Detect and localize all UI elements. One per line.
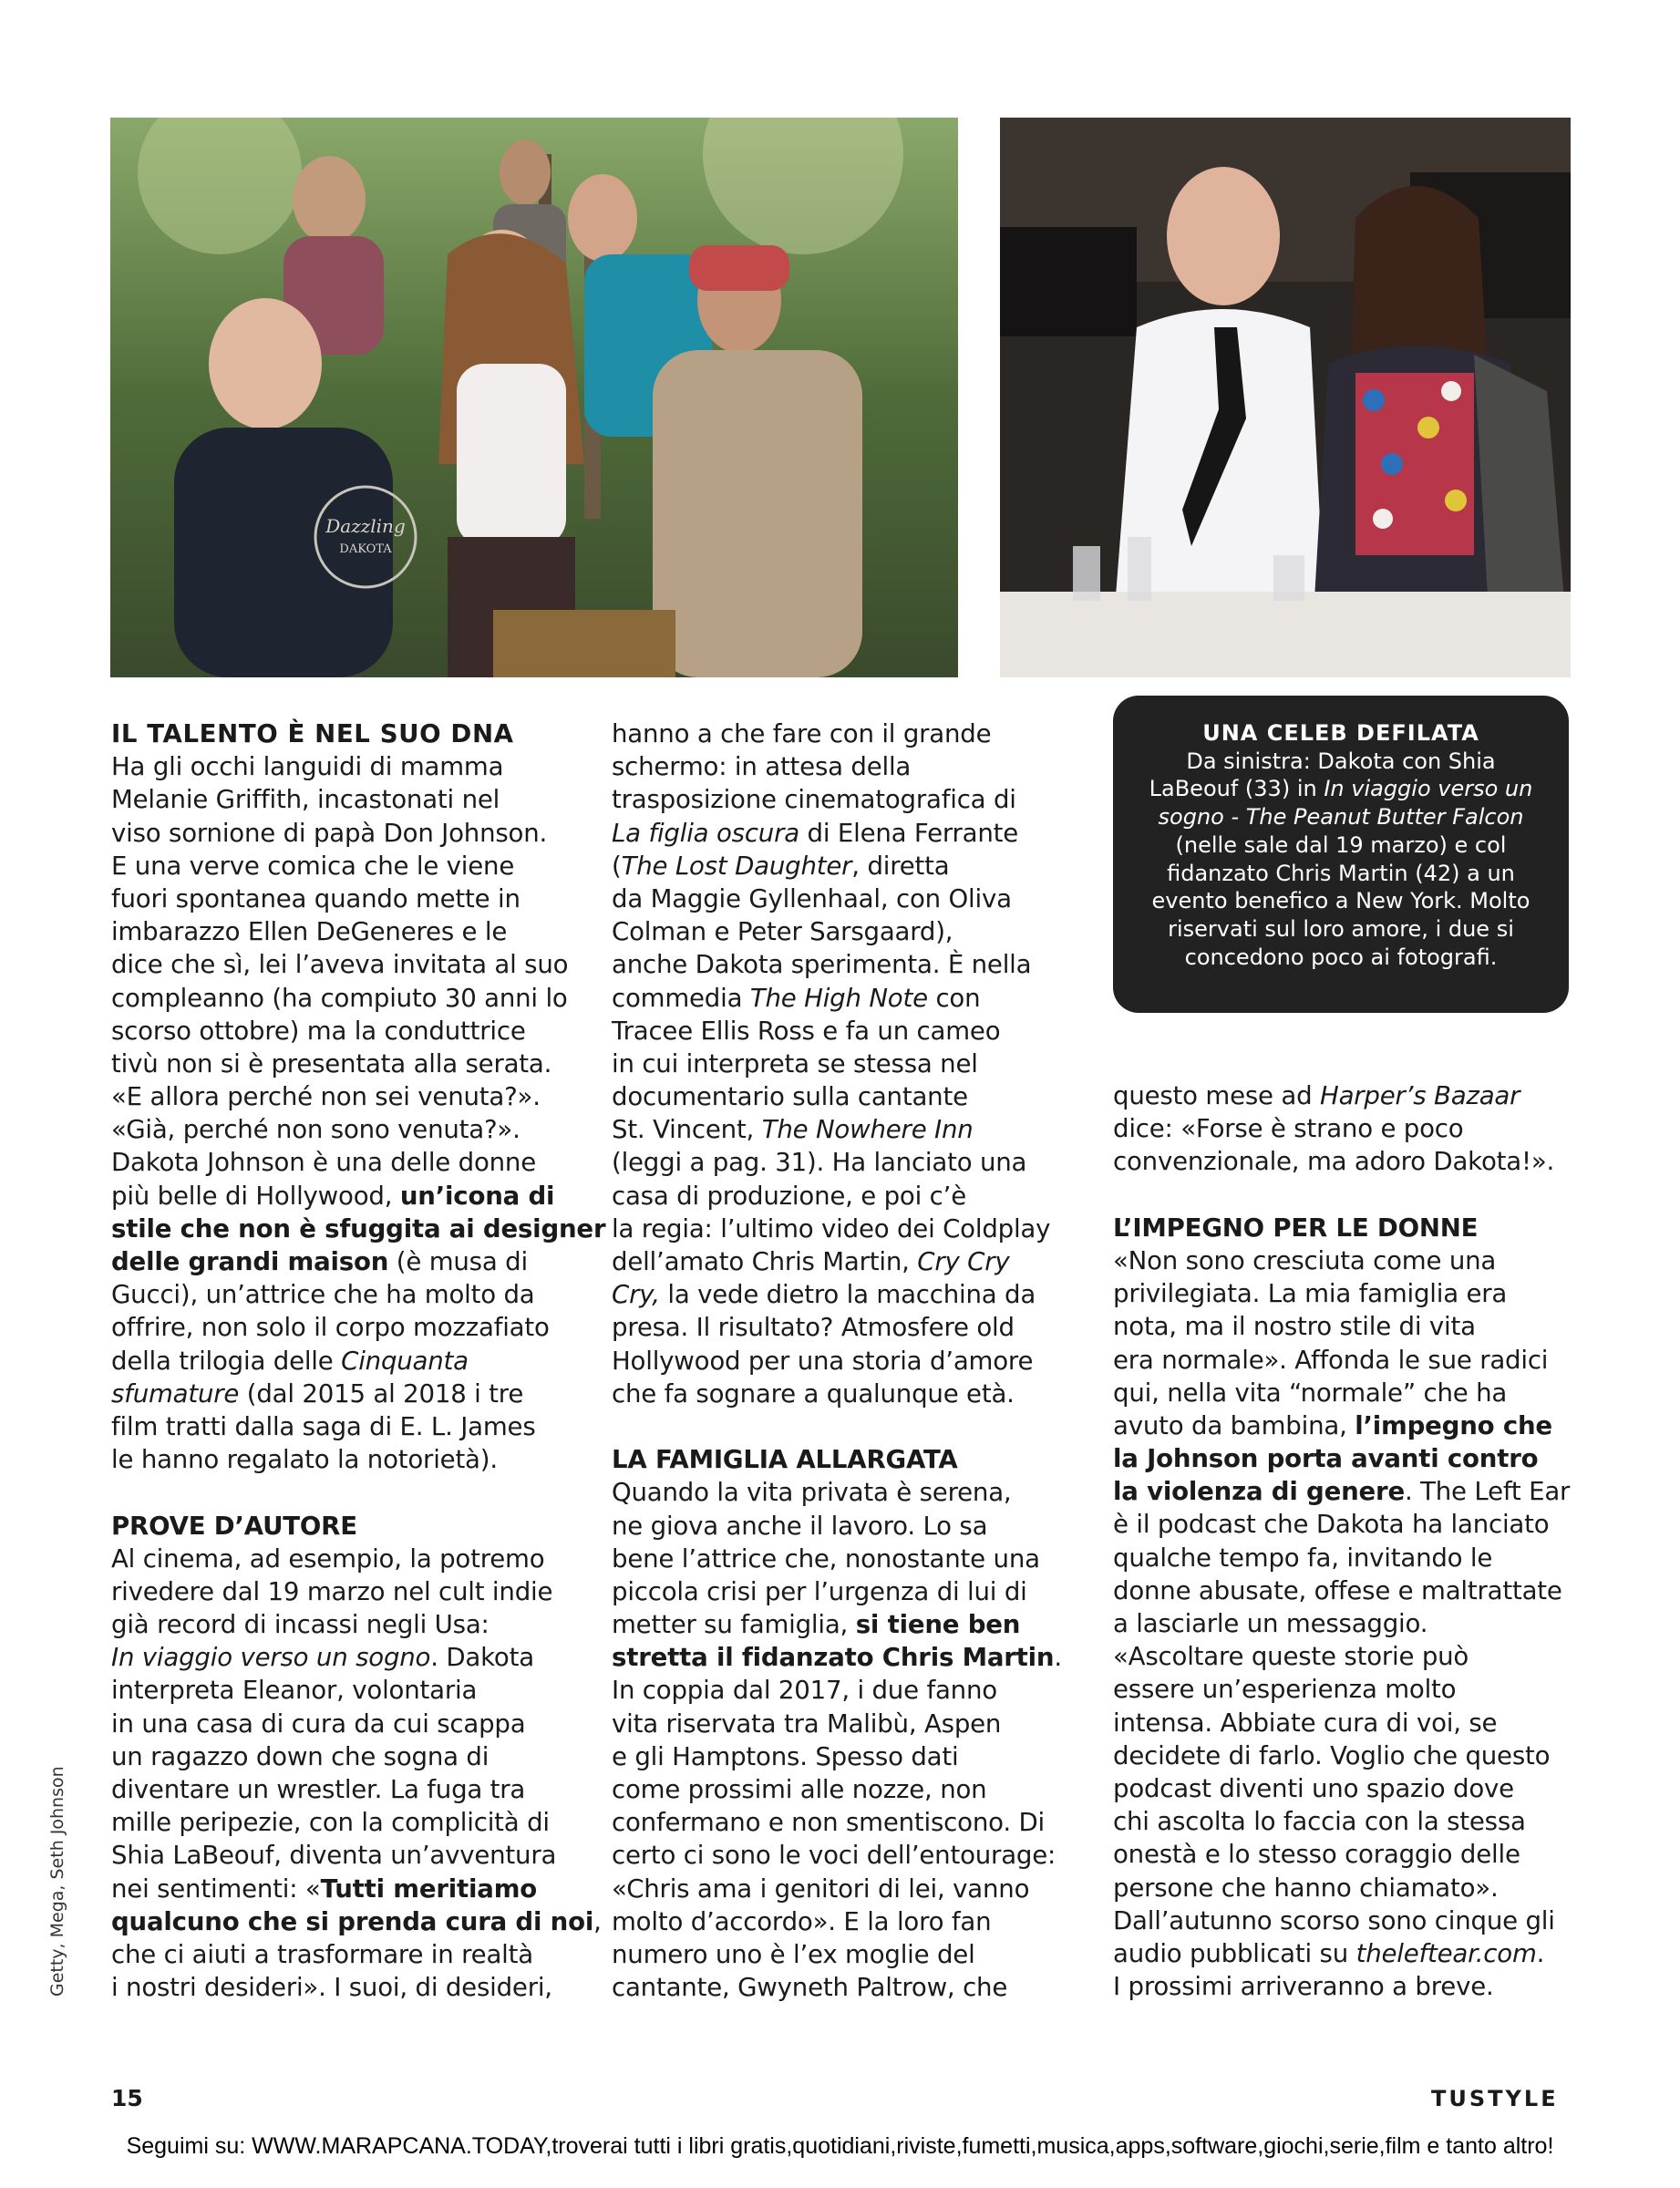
section-heading: L’IMPEGNO PER LE DONNE: [1113, 1212, 1479, 1243]
text-line: della trilogia delle Cinquanta: [111, 1345, 469, 1376]
text-line: Al cinema, ad esempio, la potremo: [111, 1543, 545, 1574]
text-line: E una verve comica che le viene: [111, 850, 515, 881]
caption-line: riservati sul loro amore, i due si: [1168, 915, 1514, 942]
text-line: avuto da bambina, l’impegno che: [1113, 1409, 1552, 1440]
article-column-1: [111, 717, 606, 2004]
text-line: è il podcast che Dakota ha lanciato: [1113, 1509, 1550, 1540]
text-line: «Già, perché non sono venuta?».: [111, 1114, 520, 1145]
text-line: imbarazzo Ellen DeGeneres e le: [111, 916, 508, 947]
text-line: mille peripezie, con la complicità di: [111, 1807, 550, 1838]
text-line: hanno a che fare con il grande: [612, 718, 992, 748]
text-line: convenzionale, ma adoro Dakota!».: [1113, 1146, 1555, 1177]
text-line: (The Lost Daughter, diretta: [612, 850, 950, 881]
text-line: La figlia oscura di Elena Ferrante: [612, 817, 1019, 848]
text-line: decidete di farlo. Voglio che questo: [1113, 1739, 1551, 1770]
text-line: schermo: in attesa della: [612, 751, 912, 782]
text-line: la violenza di genere. The Left Ear: [1113, 1476, 1571, 1507]
text-line: Shia LaBeouf, diventa un’avventura: [111, 1840, 557, 1871]
page-number: 15: [111, 2085, 143, 2111]
text-line: casa di produzione, e poi c’è: [612, 1180, 966, 1211]
caption-line: Da sinistra: Dakota con Shia: [1186, 748, 1496, 774]
text-line: qui, nella vita “normale” che ha: [1113, 1377, 1508, 1408]
text-line: in una casa di cura da cui scappa: [111, 1708, 526, 1739]
text-line: tivù non si è presentata alla serata.: [111, 1048, 552, 1079]
text-line: documentario sulla cantante: [612, 1081, 968, 1112]
text-line: «Ascoltare queste storie può: [1113, 1641, 1469, 1672]
text-line: un ragazzo down che sogna di: [111, 1740, 490, 1771]
text-line: più belle di Hollywood, un’icona di: [111, 1180, 555, 1211]
text-line: piccola crisi per l’urgenza di lui di: [612, 1575, 1027, 1606]
text-line: «Chris ama i genitori di lei, vanno: [612, 1873, 1030, 1904]
caption-line: sogno - The Peanut Butter Falcon: [1158, 804, 1524, 831]
text-line: le hanno regalato la notorietà).: [111, 1444, 498, 1475]
text-line: persone che hanno chiamato».: [1113, 1872, 1499, 1903]
text-line: dice che sì, lei l’aveva invitata al suo: [111, 949, 569, 980]
caption-line: fidanzato Chris Martin (42) a un: [1167, 860, 1515, 886]
text-line: delle grandi maison (è musa di: [111, 1246, 528, 1276]
text-line: offrire, non solo il corpo mozzafiato: [111, 1312, 550, 1343]
text-line: che fa sognare a qualunque età.: [612, 1378, 1015, 1409]
text-line: nota, ma il nostro stile di vita: [1113, 1311, 1476, 1342]
text-line: «E allora perché non sei venuta?».: [111, 1081, 541, 1112]
text-line: numero uno è l’ex moglie del: [612, 1938, 975, 1969]
text-line: cantante, Gwyneth Paltrow, che: [612, 1972, 1008, 2003]
text-line: Cry, la vede dietro la macchina da: [612, 1279, 1036, 1310]
text-line: presa. Il risultato? Atmosfere old: [612, 1312, 1015, 1343]
text-line: Hollywood per una storia d’amore: [612, 1345, 1034, 1376]
caption-line: (nelle sale dal 19 marzo) e col: [1175, 831, 1507, 858]
text-line: podcast diventi uno spazio dove: [1113, 1772, 1514, 1803]
section-heading: LA FAMIGLIA ALLARGATA: [612, 1444, 958, 1475]
text-line: I prossimi arriveranno a breve.: [1113, 1971, 1494, 2002]
caption-line: LaBeouf (33) in In viaggio verso un: [1149, 776, 1533, 802]
text-line: Quando la vita privata è serena,: [612, 1477, 1012, 1508]
text-line: dell’amato Chris Martin, Cry Cry: [612, 1246, 1010, 1276]
article-column-3: [1113, 1079, 1587, 2003]
text-line: Melanie Griffith, incastonati nel: [111, 784, 500, 815]
watermark-text: Dazzling: [325, 515, 406, 537]
text-line: film tratti dalla saga di E. L. James: [111, 1410, 536, 1441]
text-line: stretta il fidanzato Chris Martin.: [612, 1642, 1062, 1673]
section-heading: IL TALENTO È NEL SUO DNA: [111, 718, 514, 748]
text-line: commedia The High Note con: [612, 982, 981, 1013]
text-line: Dall’autunno scorso sono cinque gli: [1113, 1904, 1555, 1935]
footer-note: Seguimi su: WWW.MARAPCANA.TODAY,troverai tutti i libri gratis,quotidiani,riviste,fumetti,musica,apps,software,giochi,serie,film e tanto altro!: [126, 2133, 1554, 2159]
section-heading: PROVE D’AUTORE: [111, 1510, 357, 1541]
text-line: Ha gli occhi languidi di mamma: [111, 751, 504, 782]
watermark-subtext: DAKOTA: [339, 542, 392, 556]
text-line: privilegiata. La mia famiglia era: [1113, 1278, 1508, 1309]
text-line: Colman e Peter Sarsgaard),: [612, 916, 953, 947]
caption-box: [1113, 696, 1569, 1013]
text-line: la regia: l’ultimo video dei Coldplay: [612, 1213, 1051, 1244]
text-line: Gucci), un’attrice che ha molto da: [111, 1279, 535, 1310]
text-line: nei sentimenti: «Tutti meritiamo: [111, 1873, 538, 1904]
text-line: Dakota Johnson è una delle donne: [111, 1147, 536, 1178]
text-line: fuori spontanea quando mette in: [111, 882, 520, 913]
film-still-illustration: [110, 118, 958, 677]
text-line: St. Vincent, The Nowhere Inn: [612, 1114, 974, 1145]
text-line: i nostri desideri». I suoi, di desideri,: [111, 1972, 552, 2003]
text-line: metter su famiglia, si tiene ben: [612, 1609, 1021, 1640]
text-line: diventare un wrestler. La fuga tra: [111, 1774, 526, 1804]
text-line: interpreta Eleanor, volontaria: [111, 1675, 478, 1706]
text-line: anche Dakota sperimenta. È nella: [612, 949, 1032, 980]
photo-credit: Getty, Mega, Seth Johnson: [47, 1766, 67, 1997]
text-line: «Non sono cresciuta come una: [1113, 1244, 1497, 1275]
text-line: già record di incassi negli Usa:: [111, 1609, 490, 1640]
event-illustration: [1000, 118, 1571, 677]
text-line: essere un’esperienza molto: [1113, 1674, 1457, 1705]
text-line: audio pubblicati su theleftear.com.: [1113, 1937, 1545, 1968]
text-line: In viaggio verso un sogno. Dakota: [111, 1642, 534, 1673]
caption-line: concedono poco ai fotografi.: [1184, 944, 1498, 970]
text-line: sfumature (dal 2015 al 2018 i tre: [111, 1378, 524, 1409]
text-line: la Johnson porta avanti contro: [1113, 1443, 1539, 1474]
text-line: in cui interpreta se stessa nel: [612, 1048, 978, 1079]
article-column-2: [612, 717, 1086, 2004]
text-line: confermano e non smentiscono. Di: [612, 1807, 1045, 1838]
text-line: dice: «Forse è strano e poco: [1113, 1113, 1464, 1144]
text-line: chi ascolta lo faccia con la stessa: [1113, 1806, 1526, 1837]
text-line: qualche tempo fa, invitando le: [1113, 1542, 1493, 1573]
text-line: intensa. Abbiate cura di voi, se: [1113, 1707, 1498, 1738]
text-line: come prossimi alle nozze, non: [612, 1774, 987, 1804]
text-line: questo mese ad Harper’s Bazaar: [1113, 1080, 1520, 1110]
text-line: compleanno (ha compiuto 30 anni lo: [111, 982, 568, 1013]
text-line: che ci aiuti a trasformare in realtà: [111, 1938, 533, 1969]
text-line: scorso ottobre) ma la conduttrice: [111, 1015, 526, 1046]
text-line: vita riservata tra Malibù, Aspen: [612, 1708, 1002, 1739]
text-line: stile che non è sfuggita ai designer: [111, 1213, 606, 1244]
film-still-photo: [110, 118, 958, 677]
text-line: era normale». Affonda le sue radici: [1113, 1344, 1549, 1375]
text-line: da Maggie Gyllenhaal, con Oliva: [612, 882, 1012, 913]
text-line: Tracee Ellis Ross e fa un cameo: [612, 1015, 1001, 1046]
text-line: e gli Hamptons. Spesso dati: [612, 1740, 959, 1771]
caption-line: evento benefico a New York. Molto: [1151, 888, 1531, 914]
text-line: donne abusate, offese e maltrattate: [1113, 1574, 1562, 1605]
text-line: trasposizione cinematografica di: [612, 784, 1016, 815]
text-line: viso sornione di papà Don Johnson.: [111, 817, 548, 848]
caption-title: UNA CELEB DEFILATA: [1202, 720, 1479, 746]
text-line: In coppia dal 2017, i due fanno: [612, 1675, 997, 1706]
text-line: molto d’accordo». E la loro fan: [612, 1905, 992, 1936]
text-line: bene l’attrice che, nonostante una: [612, 1543, 1040, 1574]
text-line: onestà e lo stesso coraggio delle: [1113, 1839, 1520, 1870]
magazine-brand: TUSTYLE: [1431, 2086, 1559, 2111]
text-line: (leggi a pag. 31). Ha lanciato una: [612, 1147, 1027, 1178]
event-photo: [1000, 118, 1571, 677]
text-line: ne giova anche il lavoro. Lo sa: [612, 1510, 988, 1541]
text-line: certo ci sono le voci dell’entourage:: [612, 1840, 1056, 1871]
text-line: rivedere dal 19 marzo nel cult indie: [111, 1575, 553, 1606]
text-line: qualcuno che si prenda cura di noi,: [111, 1905, 602, 1936]
text-line: a lasciarle un messaggio.: [1113, 1608, 1428, 1638]
